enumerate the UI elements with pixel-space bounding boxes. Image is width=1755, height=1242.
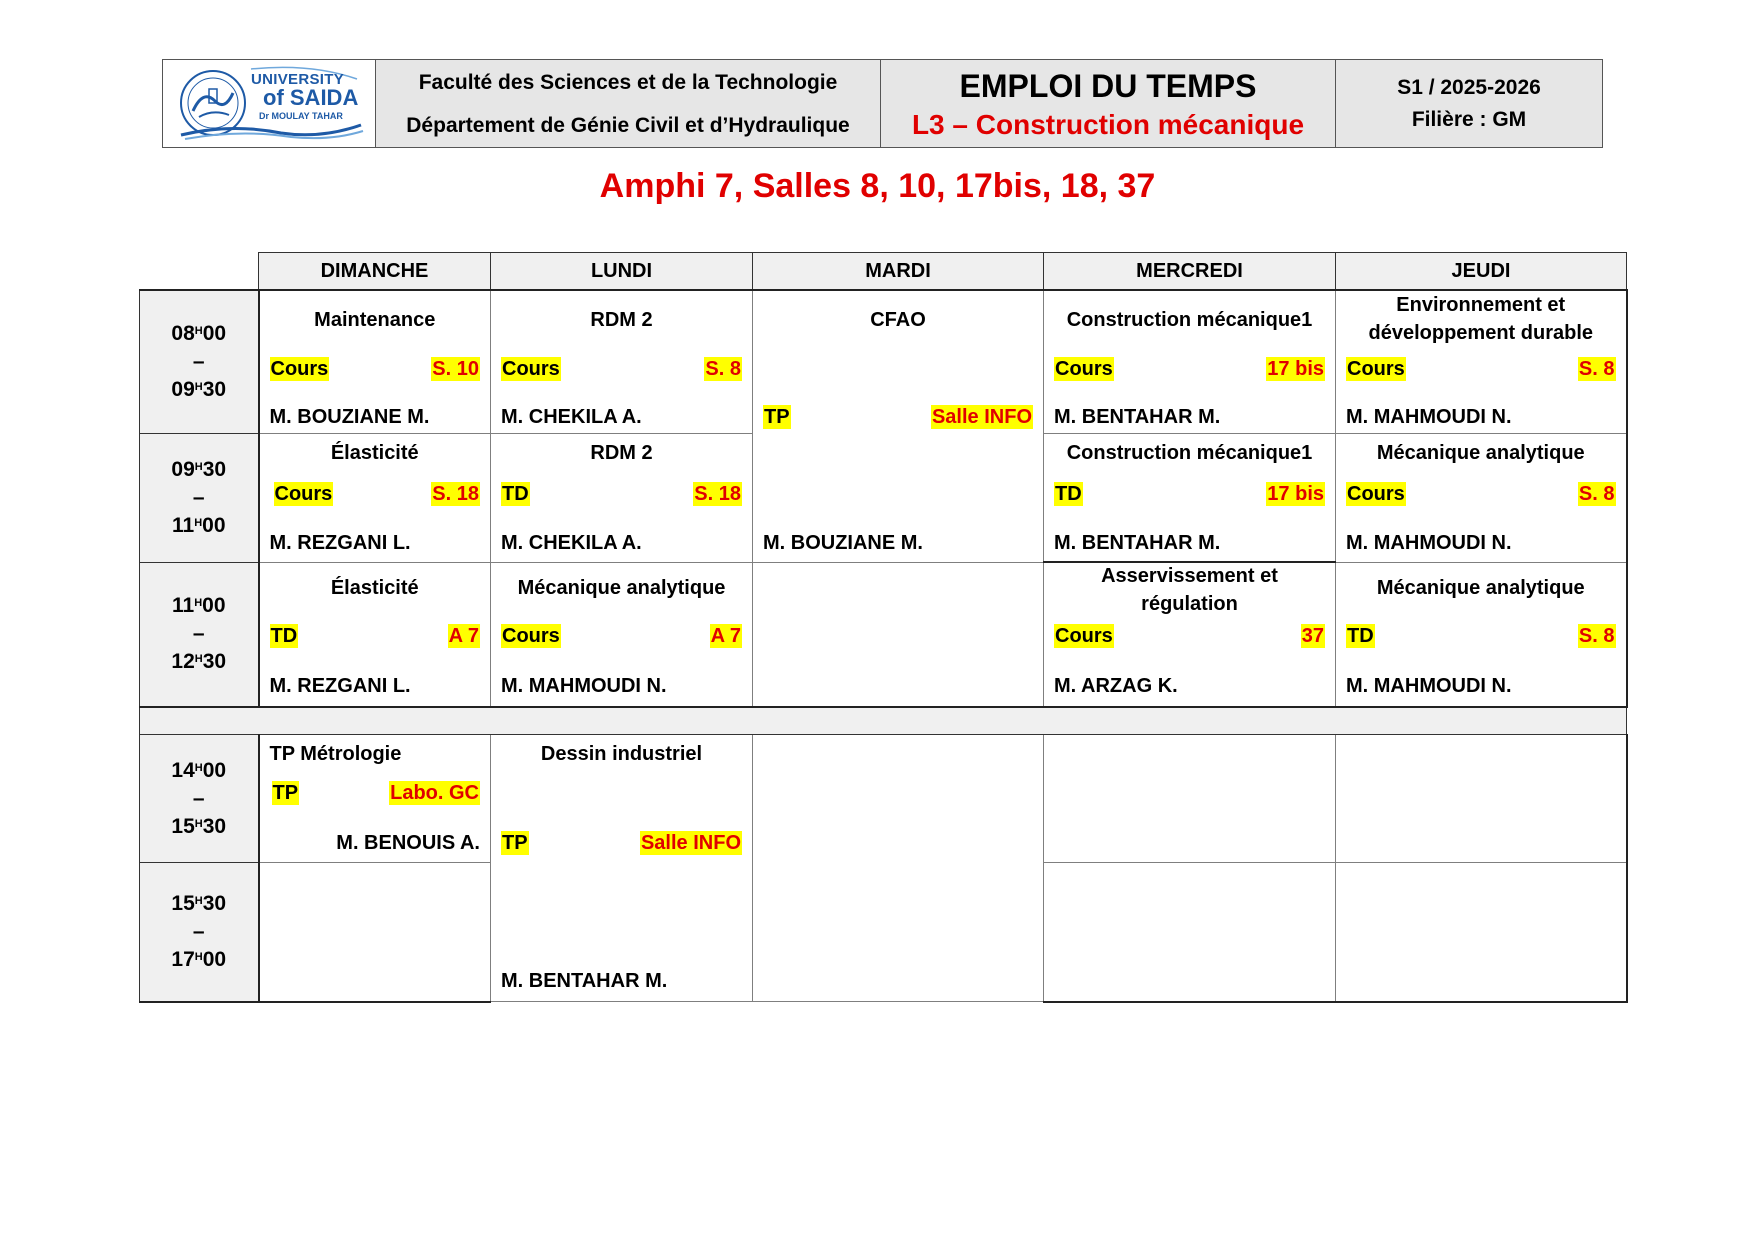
room-badge: S. 18 <box>432 482 479 505</box>
subject-name: RDM 2 <box>590 441 653 464</box>
semester-cell <box>1336 60 1603 148</box>
faculty-cell <box>376 60 881 148</box>
room-badge: 37 <box>1301 625 1324 647</box>
days-header-row <box>140 253 1627 291</box>
empty-cell <box>1336 735 1627 863</box>
room-badge: 17 bis <box>1267 482 1324 505</box>
subject-name: Construction mécanique1 <box>1066 309 1313 331</box>
page-title: EMPLOI DU TEMPS <box>959 67 1257 104</box>
teacher-name: M. BENTAHAR M. <box>1054 531 1221 554</box>
session-type-badge: TD <box>502 482 529 505</box>
teacher-name: M. MAHMOUDI N. <box>1346 674 1512 697</box>
session-cell <box>1044 562 1336 707</box>
teacher-name: M. BENOUIS A. <box>336 832 480 854</box>
subject-name-line2: développement durable <box>1368 322 1593 344</box>
room-badge: S. 8 <box>1578 482 1615 505</box>
room-badge: S. 18 <box>694 482 741 505</box>
session-cell-dessin <box>491 735 753 1002</box>
subject-name: Dessin industriel <box>540 743 703 765</box>
teacher-name: M. REZGANI L. <box>269 531 411 554</box>
subject-name: CFAO <box>870 309 926 331</box>
slot-row-3 <box>140 562 1627 707</box>
session-cell <box>1044 290 1336 433</box>
logo-text-saida: of SAIDA <box>263 84 359 110</box>
teacher-name: M. ARZAG K. <box>1054 675 1178 697</box>
room-badge: Labo. GC <box>390 782 479 804</box>
slot-row-4 <box>140 735 1627 863</box>
teacher-name: M. CHEKILA A. <box>501 531 642 554</box>
header-table <box>162 59 1603 148</box>
teacher-name: M. BENTAHAR M. <box>501 970 668 992</box>
subject-name-line1: Environnement et <box>1396 294 1566 316</box>
teacher-name: M. CHEKILA A. <box>501 406 642 428</box>
teacher-name: M. MAHMOUDI N. <box>1346 531 1512 554</box>
university-logo <box>171 65 367 143</box>
room-badge: 17 bis <box>1267 358 1324 380</box>
subject-name: Maintenance <box>314 309 436 331</box>
day-header-jeudi: JEUDI <box>1336 253 1627 291</box>
session-type-badge: TP <box>764 406 790 428</box>
session-type-badge: Cours <box>1055 358 1113 380</box>
time-slot-1: $08^H00$ – $09^H30$ <box>140 290 259 433</box>
session-type-badge: Cours <box>502 624 560 647</box>
subject-name: Élasticité <box>330 441 419 464</box>
day-header-mardi: MARDI <box>753 253 1044 291</box>
empty-cell <box>1044 863 1336 1002</box>
university-logo-cell <box>163 60 376 148</box>
teacher-name: M. MAHMOUDI N. <box>1346 406 1512 428</box>
filiere-label: Filière : GM <box>1411 107 1527 131</box>
teacher-name: M. MAHMOUDI N. <box>501 674 667 697</box>
room-badge: S. 8 <box>1578 624 1615 647</box>
subject-name: Élasticité <box>330 576 419 599</box>
logo-text-university: UNIVERSITY <box>251 70 345 88</box>
corner-cell <box>140 253 259 291</box>
timetable <box>139 252 1628 1003</box>
break-row <box>140 707 1627 735</box>
empty-cell <box>259 863 491 1002</box>
session-type-badge: Cours <box>1347 358 1405 380</box>
room-badge: Salle INFO <box>640 832 741 854</box>
room-badge: A 7 <box>710 624 741 647</box>
session-type-badge: TP <box>272 782 299 804</box>
subject-name: Mécanique analytique <box>517 576 726 599</box>
session-cell <box>1044 433 1336 562</box>
session-type-badge: Cours <box>274 482 333 505</box>
session-type-badge: TD <box>1055 482 1082 505</box>
session-type-badge: Cours <box>270 358 329 380</box>
rooms-subtitle: Amphi 7, Salles 8, 10, 17bis, 18, 37 <box>599 167 1156 205</box>
time-slot-5: $15^H30$ – $17^H00$ <box>140 863 259 1002</box>
room-badge: Salle INFO <box>931 406 1032 428</box>
teacher-name: M. REZGANI L. <box>269 674 411 697</box>
empty-cell <box>753 735 1044 1002</box>
room-badge: S. 8 <box>705 358 741 380</box>
subject-name: RDM 2 <box>590 309 653 331</box>
department-name: Département de Génie Civil et d’Hydraulique <box>406 113 850 137</box>
session-type-badge: Cours <box>1055 625 1113 647</box>
day-header-lundi: LUNDI <box>491 253 753 291</box>
subject-name-line2: régulation <box>1141 593 1238 615</box>
session-cell <box>1336 433 1627 562</box>
empty-cell <box>1336 863 1627 1002</box>
empty-cell <box>753 562 1044 707</box>
break-bar <box>140 707 1627 735</box>
session-type-badge: TD <box>270 624 298 647</box>
subject-name: TP Métrologie <box>269 743 402 765</box>
time-slot-3: $11^H00$ – $12^H30$ <box>140 562 259 707</box>
semester-label: S1 / 2025-2026 <box>1397 75 1541 99</box>
room-badge: S. 10 <box>432 358 479 380</box>
day-header-dimanche: DIMANCHE <box>259 253 491 291</box>
session-cell <box>259 433 491 562</box>
time-slot-2: $09^H30$ – $11^H00$ <box>140 433 259 562</box>
session-cell <box>259 735 491 863</box>
session-cell <box>491 433 753 562</box>
session-type-badge: Cours <box>1347 482 1405 505</box>
faculty-name: Faculté des Sciences et de la Technologie <box>418 70 838 94</box>
teacher-name: M. BOUZIANE M. <box>269 406 430 428</box>
session-cell <box>259 290 491 433</box>
program-title: L3 – Construction mécanique <box>911 108 1305 140</box>
session-cell <box>491 290 753 433</box>
subject-name: Construction mécanique1 <box>1066 441 1313 464</box>
session-cell <box>259 562 491 707</box>
room-badge: A 7 <box>448 624 479 647</box>
session-type-badge: Cours <box>502 358 560 380</box>
empty-cell <box>1044 735 1336 863</box>
session-cell-cfao <box>753 290 1044 562</box>
subject-name: Mécanique analytique <box>1376 576 1585 599</box>
slot-row-1 <box>140 290 1627 433</box>
session-cell <box>1336 290 1627 433</box>
subject-name: Mécanique analytique <box>1376 441 1585 464</box>
title-cell <box>881 60 1336 148</box>
time-slot-4: $14^H00$ – $15^H30$ <box>140 735 259 863</box>
session-type-badge: TP <box>502 832 528 854</box>
subject-name-line1: Asservissement et <box>1101 565 1278 587</box>
session-type-badge: TD <box>1347 624 1374 647</box>
teacher-name: M. BOUZIANE M. <box>763 532 923 554</box>
teacher-name: M. BENTAHAR M. <box>1054 406 1221 428</box>
room-badge: S. 8 <box>1578 358 1615 380</box>
session-cell <box>1336 562 1627 707</box>
session-cell <box>491 562 753 707</box>
day-header-mercredi: MERCREDI <box>1044 253 1336 291</box>
logo-text-moulay-tahar: Dr MOULAY TAHAR <box>259 110 343 121</box>
